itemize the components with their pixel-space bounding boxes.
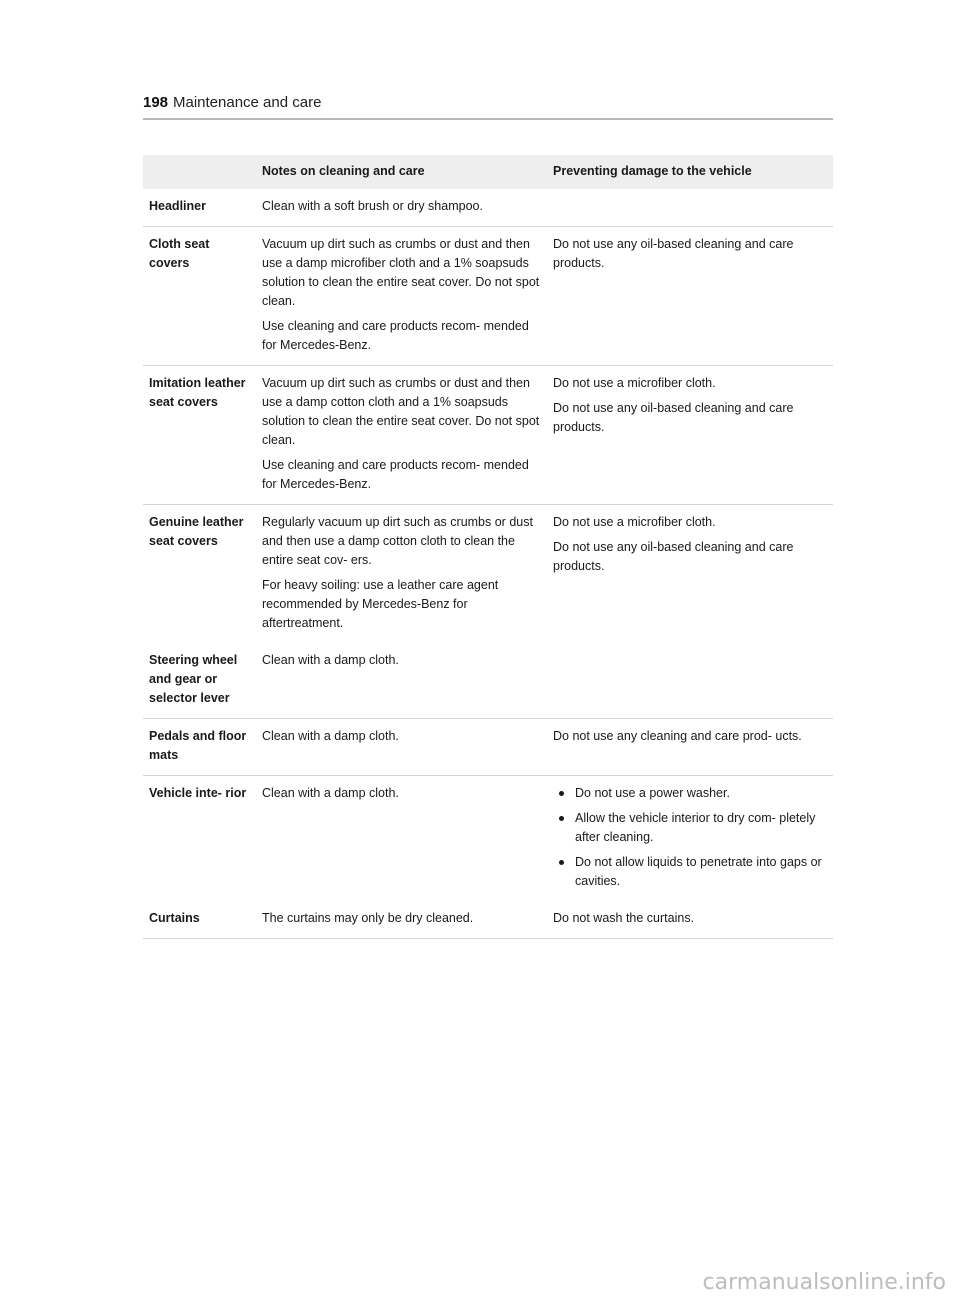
notes-cell: [260, 776, 551, 902]
prevent-cell: [551, 776, 833, 902]
note-text: Vacuum up dirt such as crumbs or dust and then use a damp cotton cloth and a 1% soapsuds solution to clean the entire seat cover. Do not spot clean.: [262, 376, 540, 447]
prevent-cell: [551, 643, 833, 719]
prevent-cell: [551, 901, 833, 939]
prevent-cell: [551, 505, 833, 644]
prevent-cell: [551, 189, 833, 227]
prevent-bullet-list: [553, 784, 825, 891]
table-row: [143, 901, 833, 939]
prevent-text: Do not use a microfiber cloth.: [553, 376, 716, 390]
item-name: Headliner: [143, 189, 260, 227]
notes-cell: [260, 227, 551, 366]
note-text: The curtains may only be dry cleaned.: [262, 911, 474, 925]
cleaning-care-table: [143, 155, 833, 939]
prevent-text: Do not wash the curtains.: [553, 911, 695, 925]
table-row: [143, 643, 833, 719]
note-text: Clean with a damp cloth.: [262, 729, 399, 743]
bullet-dot-icon: [559, 791, 564, 796]
bullet-text: Allow the vehicle interior to dry com- pletely after cleaning.: [575, 811, 816, 844]
prevent-text: Do not use a microfiber cloth.: [553, 515, 716, 529]
item-name: Vehicle inte- rior: [149, 786, 247, 800]
bullet-dot-icon: [559, 816, 564, 821]
header-notes: Notes on cleaning and care: [260, 155, 551, 189]
prevent-text: Do not use any oil-based cleaning and care products.: [553, 237, 794, 270]
note-text: Clean with a soft brush or dry shampoo.: [262, 199, 483, 213]
table-row: [143, 227, 833, 366]
page-number: 198: [143, 94, 169, 111]
bullet-item: [553, 809, 825, 847]
item-name: Pedals and floor mats: [143, 719, 260, 776]
prevent-text: Do not use any cleaning and care prod- ucts.: [553, 729, 802, 743]
table-row: [143, 366, 833, 505]
prevent-text: Do not use any oil-based cleaning and care products.: [553, 540, 794, 573]
prevent-cell: [551, 366, 833, 505]
watermark: carmanualsonline.info: [702, 1270, 946, 1295]
note-text: Use cleaning and care products recom- mended for Mercedes-Benz.: [262, 458, 529, 491]
item-name: Cloth seat covers: [143, 227, 260, 366]
note-text: Clean with a damp cloth.: [262, 786, 399, 800]
item-name: Steering wheel and gear or selector lever: [143, 643, 260, 719]
note-text: For heavy soiling: use a leather care agent recommended by Mercedes-Benz for aftertreatment.: [262, 578, 499, 630]
notes-cell: [260, 719, 551, 776]
notes-cell: [260, 189, 551, 227]
note-text: Use cleaning and care products recom- mended for Mercedes-Benz.: [262, 319, 529, 352]
item-name: Genuine leather seat covers: [149, 515, 244, 548]
bullet-text: Do not allow liquids to penetrate into gaps or cavities.: [575, 855, 822, 888]
notes-cell: [260, 901, 551, 939]
bullet-text: Do not use a power washer.: [575, 786, 730, 800]
bullet-dot-icon: [559, 860, 564, 865]
prevent-text: Do not use any oil-based cleaning and care products.: [553, 401, 794, 434]
note-text: Vacuum up dirt such as crumbs or dust and then use a damp microfiber cloth and a 1% soapsuds solution to clean the entire seat cover. Do not spot clean.: [262, 237, 540, 308]
page-header: [143, 92, 833, 120]
table-row: [143, 776, 833, 902]
bullet-item: [553, 784, 825, 803]
notes-cell: [260, 643, 551, 719]
table-row: [143, 719, 833, 776]
note-text: Clean with a damp cloth.: [262, 653, 399, 667]
prevent-cell: [551, 227, 833, 366]
header-prevent: Preventing damage to the vehicle: [551, 155, 833, 189]
header-item: [143, 155, 260, 189]
prevent-cell: [551, 719, 833, 776]
notes-cell: [260, 505, 551, 644]
table-header-row: [143, 155, 833, 189]
item-name: Imitation leather seat covers: [143, 366, 260, 505]
item-name: Curtains: [143, 901, 260, 939]
notes-cell: [260, 366, 551, 505]
note-text: Regularly vacuum up dirt such as crumbs or dust and then use a damp cotton cloth to clean the entire seat cov- ers.: [262, 515, 533, 567]
table-row: [143, 505, 833, 644]
table-row: [143, 189, 833, 227]
section-title: Maintenance and care: [173, 94, 322, 111]
bullet-item: [553, 853, 825, 891]
